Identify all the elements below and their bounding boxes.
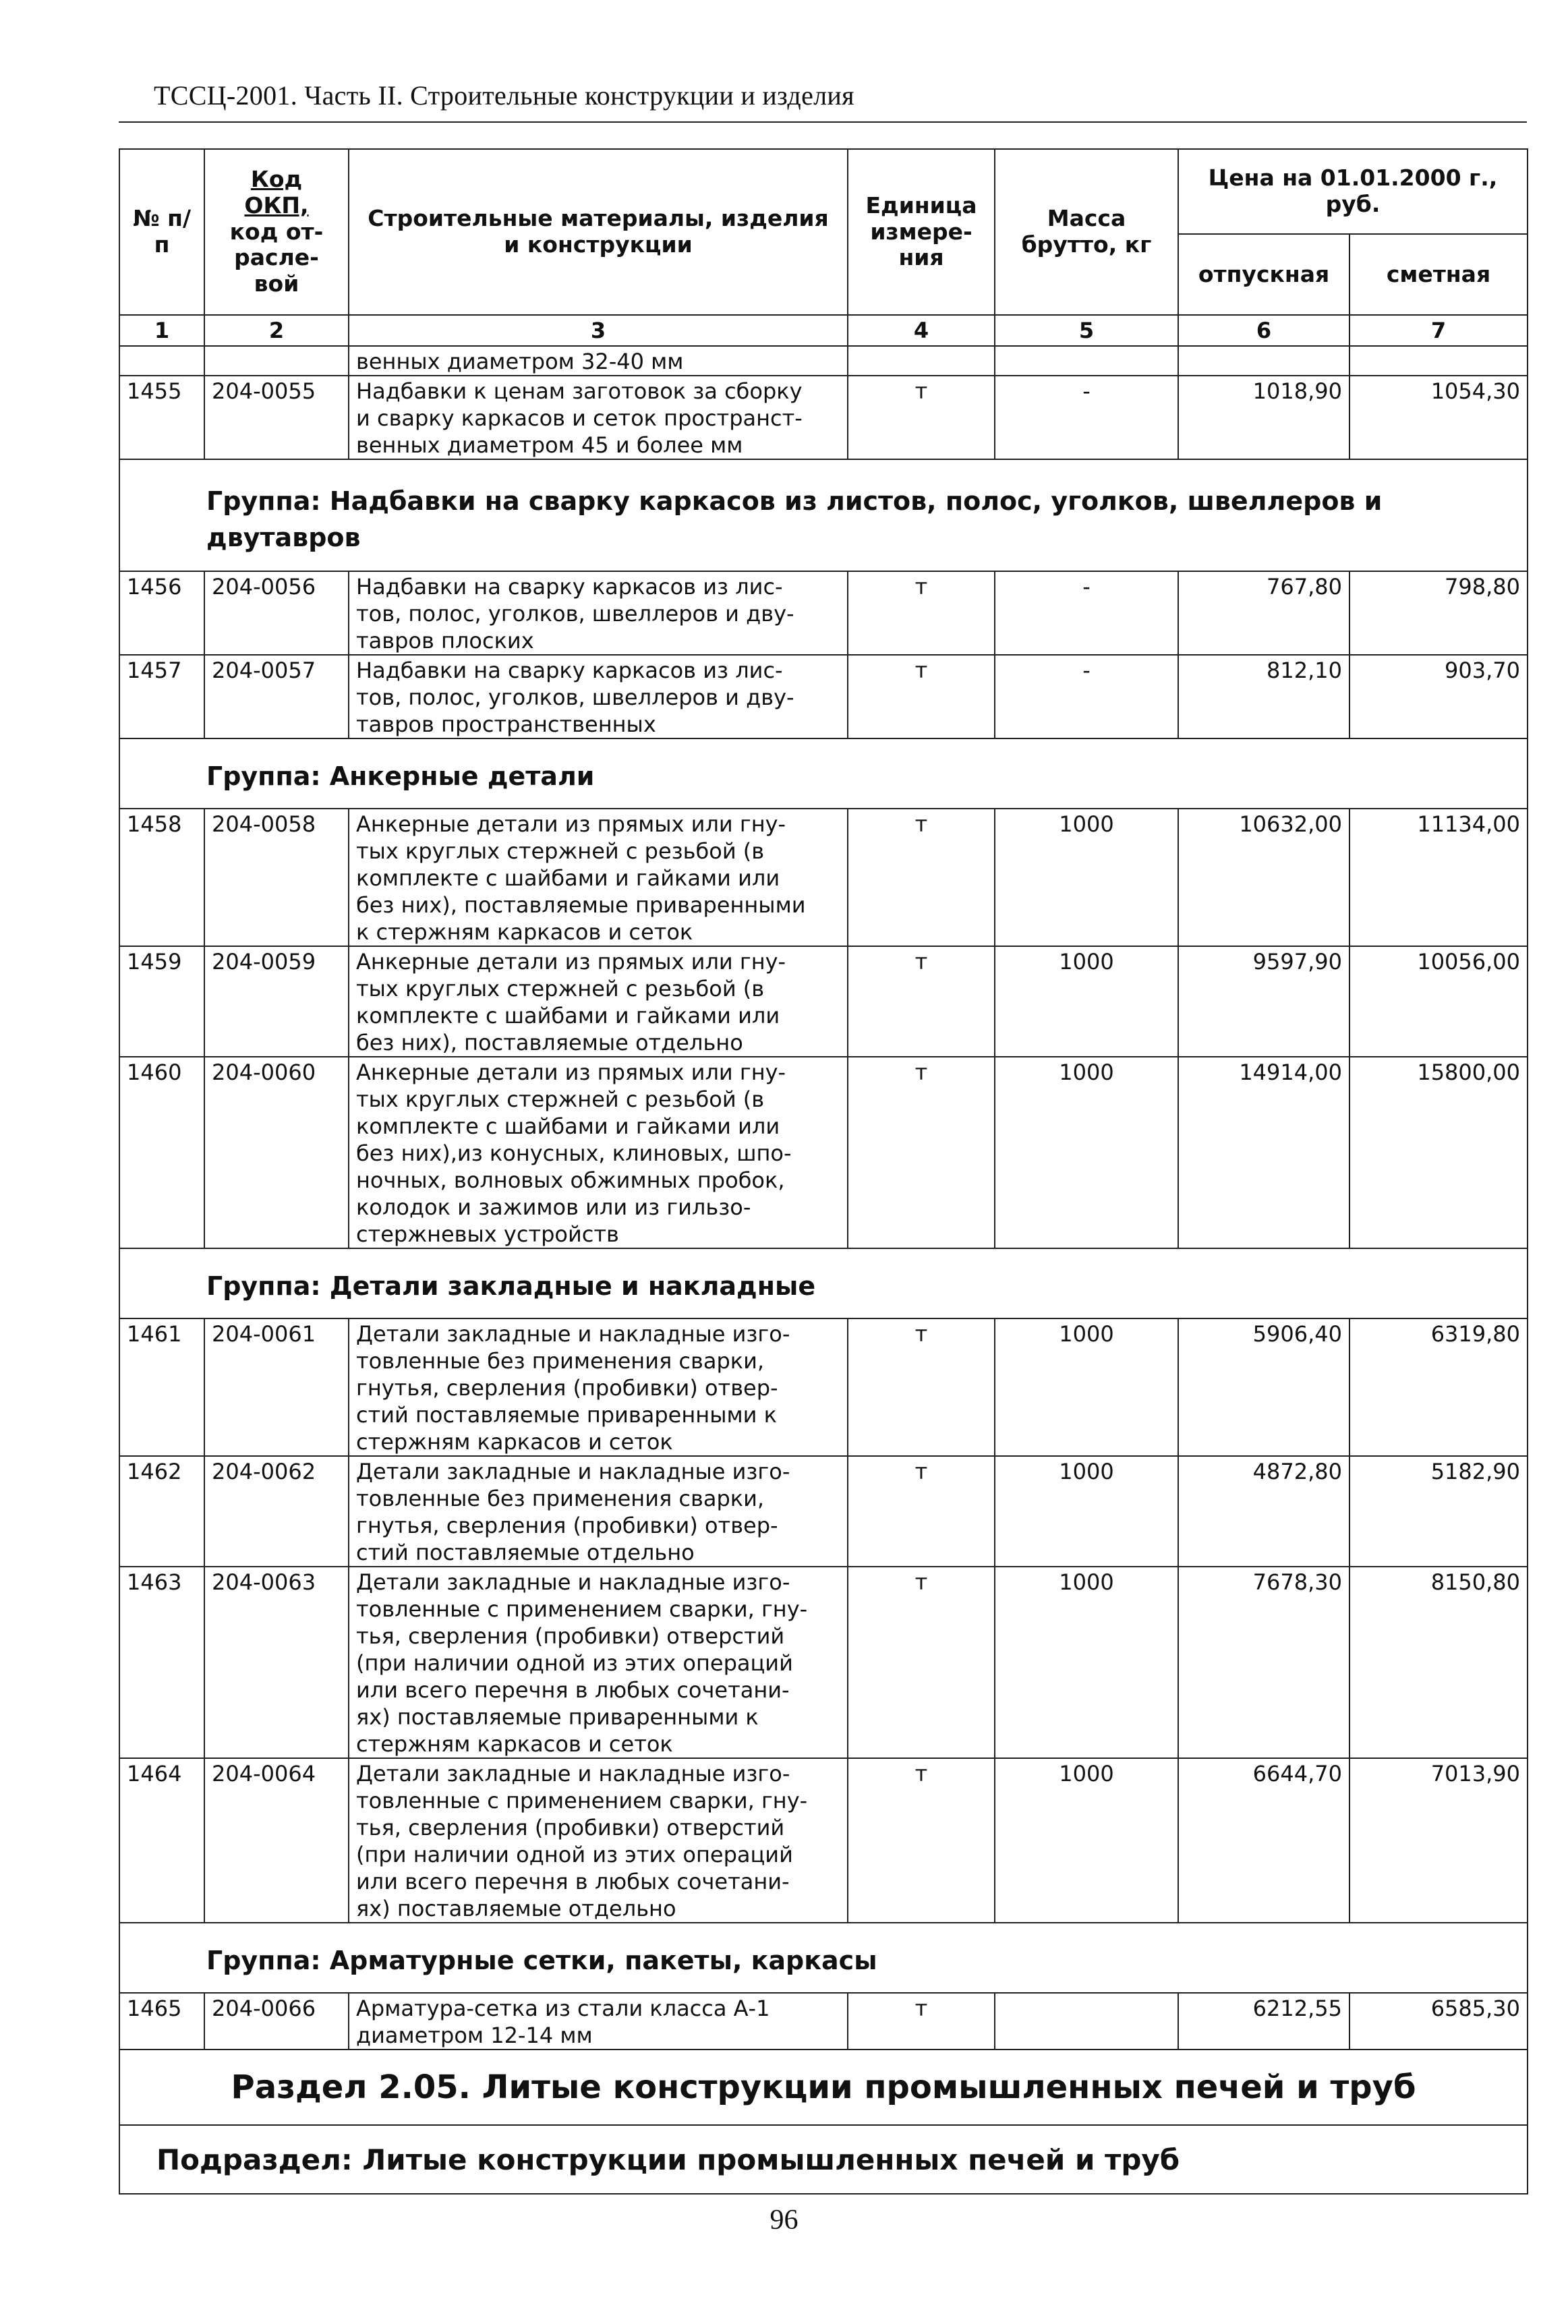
- row-mass: 1000: [995, 809, 1178, 946]
- column-number: 6: [1178, 315, 1349, 346]
- group-row: [119, 1923, 1528, 1993]
- header-code: [204, 149, 349, 315]
- row-unit: т: [848, 571, 995, 655]
- header-no: № п/п: [119, 149, 204, 315]
- row-price-release: 7678,30: [1178, 1567, 1349, 1758]
- row-price-release: 9597,90: [1178, 946, 1349, 1057]
- row-code: 204-0055: [204, 376, 349, 459]
- row-code: 204-0059: [204, 946, 349, 1057]
- table-row: [119, 571, 1528, 655]
- table-row: [119, 1567, 1528, 1758]
- header-rule: [119, 121, 1527, 123]
- row-price-release: 1018,90: [1178, 376, 1349, 459]
- row-code: 204-0066: [204, 1993, 349, 2050]
- column-number: 2: [204, 315, 349, 346]
- table-row: [119, 376, 1528, 459]
- row-price-release: 14914,00: [1178, 1057, 1349, 1248]
- row-description: Арматура-сетка из стали класса А-1 диаметром 12-14 мм: [349, 1993, 848, 2050]
- subsection-row: [119, 2125, 1528, 2194]
- page-number: 96: [770, 2205, 798, 2236]
- row-description: Анкерные детали из прямых или гну- тых круглых стержней с резьбой (в комплекте с шайбами и гайками или без них), поставляемые приваренными к стержням каркасов и сеток: [349, 809, 848, 946]
- table-row: [119, 655, 1528, 738]
- group-title: Группа: Надбавки на сварку каркасов из листов, полос, уголков, швеллеров и двутавров: [119, 459, 1528, 571]
- row-mass: -: [995, 376, 1178, 459]
- table-row: [119, 809, 1528, 946]
- row-price-estimate: 6585,30: [1349, 1993, 1528, 2050]
- row-price-estimate: 5182,90: [1349, 1456, 1528, 1567]
- row-unit: т: [848, 655, 995, 738]
- table-row: [119, 1057, 1528, 1248]
- row-unit: т: [848, 946, 995, 1057]
- row-code: 204-0057: [204, 655, 349, 738]
- row-number: 1459: [119, 946, 204, 1057]
- row-number: 1456: [119, 571, 204, 655]
- row-price-release: 6212,55: [1178, 1993, 1349, 2050]
- row-code: 204-0064: [204, 1758, 349, 1923]
- subsection-title: Подраздел: Литые конструкции промышленных печей и труб: [119, 2125, 1528, 2194]
- row-code: 204-0062: [204, 1456, 349, 1567]
- header-name: Строительные материалы, изделия и конструкции: [349, 149, 848, 315]
- header-price-estimate: сметная: [1349, 234, 1528, 315]
- group-title: Группа: Детали закладные и накладные: [119, 1248, 1528, 1318]
- row-description: Надбавки к ценам заготовок за сборку и сварку каркасов и сеток пространст- венных диаметром 45 и более мм: [349, 376, 848, 459]
- row-price-release: 812,10: [1178, 655, 1349, 738]
- row-price-estimate: 15800,00: [1349, 1057, 1528, 1248]
- row-number: 1464: [119, 1758, 204, 1923]
- row-price-estimate: 8150,80: [1349, 1567, 1528, 1758]
- row-price-release: 10632,00: [1178, 809, 1349, 946]
- row-description: Надбавки на сварку каркасов из лис- тов, полос, уголков, швеллеров и дву- тавров пространственных: [349, 655, 848, 738]
- header-code-line1: Код: [250, 165, 303, 192]
- row-description: Анкерные детали из прямых или гну- тых круглых стержней с резьбой (в комплекте с шайбами и гайками или без них), поставляемые отдельно: [349, 946, 848, 1057]
- table-row: [119, 1318, 1528, 1456]
- column-number: 7: [1349, 315, 1528, 346]
- row-unit: т: [848, 1456, 995, 1567]
- row-description: Детали закладные и накладные изго- товленные без применения сварки, гнутья, сверления (пробивки) отвер- стий поставляемые приваренными к стержням каркасов и сеток: [349, 1318, 848, 1456]
- table-row-continuation: [119, 346, 1528, 376]
- row-mass: 1000: [995, 1456, 1178, 1567]
- row-mass: -: [995, 655, 1178, 738]
- section-title: Раздел 2.05. Литые конструкции промышленных печей и труб: [119, 2050, 1528, 2125]
- row-unit: т: [848, 1318, 995, 1456]
- section-row: [119, 2050, 1528, 2125]
- row-code: 204-0063: [204, 1567, 349, 1758]
- row-unit: т: [848, 1567, 995, 1758]
- row-price-release: 5906,40: [1178, 1318, 1349, 1456]
- group-title: Группа: Арматурные сетки, пакеты, каркасы: [119, 1923, 1528, 1993]
- row-code: 204-0061: [204, 1318, 349, 1456]
- column-numbers-row: [119, 315, 1528, 346]
- header-mass: Масса брутто, кг: [995, 149, 1178, 315]
- price-table: [119, 148, 1528, 2195]
- row-unit: т: [848, 1758, 995, 1923]
- row-price-estimate: 6319,80: [1349, 1318, 1528, 1456]
- row-mass: -: [995, 571, 1178, 655]
- row-price-release: 6644,70: [1178, 1758, 1349, 1923]
- row-number: 1460: [119, 1057, 204, 1248]
- row-price-estimate: 1054,30: [1349, 376, 1528, 459]
- row-mass: 1000: [995, 1758, 1178, 1923]
- row-number: 1461: [119, 1318, 204, 1456]
- row-number: 1458: [119, 809, 204, 946]
- row-unit: т: [848, 1057, 995, 1248]
- row-mass: 1000: [995, 1057, 1178, 1248]
- row-number: 1462: [119, 1456, 204, 1567]
- group-title: Группа: Анкерные детали: [119, 738, 1528, 809]
- row-description: Детали закладные и накладные изго- товленные с применением сварки, гну- тья, сверления (пробивки) отверстий (при наличии одной из этих операций или всего перечня в любых сочетани- ях) поставляемые отдельно: [349, 1758, 848, 1923]
- column-number: 3: [349, 315, 848, 346]
- row-mass: 1000: [995, 946, 1178, 1057]
- row-mass: 1000: [995, 1567, 1178, 1758]
- continuation-text: венных диаметром 32-40 мм: [349, 346, 848, 376]
- page-header: ТССЦ-2001. Часть II. Строительные конструкции и изделия: [154, 80, 854, 111]
- row-code: 204-0060: [204, 1057, 349, 1248]
- table-row: [119, 1993, 1528, 2050]
- row-unit: т: [848, 809, 995, 946]
- row-number: 1455: [119, 376, 204, 459]
- row-code: 204-0056: [204, 571, 349, 655]
- row-price-estimate: 11134,00: [1349, 809, 1528, 946]
- row-description: Детали закладные и накладные изго- товленные без применения сварки, гнутья, сверления (пробивки) отвер- стий поставляемые отдельно: [349, 1456, 848, 1567]
- header-code-line2: ОКП,: [244, 192, 309, 219]
- row-price-estimate: 798,80: [1349, 571, 1528, 655]
- table-row: [119, 946, 1528, 1057]
- row-unit: т: [848, 376, 995, 459]
- column-number: 4: [848, 315, 995, 346]
- header-price-release: отпускная: [1178, 234, 1349, 315]
- group-row: [119, 1248, 1528, 1318]
- row-mass: [995, 1993, 1178, 2050]
- header-unit: Единица измере-ния: [848, 149, 995, 315]
- row-number: 1465: [119, 1993, 204, 2050]
- row-description: Надбавки на сварку каркасов из лис- тов, полос, уголков, швеллеров и дву- тавров плоских: [349, 571, 848, 655]
- row-price-estimate: 903,70: [1349, 655, 1528, 738]
- row-price-estimate: 7013,90: [1349, 1758, 1528, 1923]
- row-number: 1463: [119, 1567, 204, 1758]
- row-number: 1457: [119, 655, 204, 738]
- row-description: Анкерные детали из прямых или гну- тых круглых стержней с резьбой (в комплекте с шайбами и гайками или без них),из конусных, клиновых, шпо- ночных, волновых обжимных пробок, колодок и зажимов или из гильзо- стержневых устройств: [349, 1057, 848, 1248]
- row-mass: 1000: [995, 1318, 1178, 1456]
- header-code-rest: код от-расле-вой: [229, 218, 324, 297]
- header-price-group: Цена на 01.01.2000 г., руб.: [1178, 149, 1528, 234]
- group-row: [119, 459, 1528, 571]
- table-row: [119, 1456, 1528, 1567]
- row-unit: т: [848, 1993, 995, 2050]
- row-price-release: 4872,80: [1178, 1456, 1349, 1567]
- row-price-estimate: 10056,00: [1349, 946, 1528, 1057]
- row-price-release: 767,80: [1178, 571, 1349, 655]
- column-number: 1: [119, 315, 204, 346]
- table-row: [119, 1758, 1528, 1923]
- row-code: 204-0058: [204, 809, 349, 946]
- row-description: Детали закладные и накладные изго- товленные с применением сварки, гну- тья, сверления (пробивки) отверстий (при наличии одной из этих операций или всего перечня в любых сочетани- ях) поставляемые приваренными к стержням каркасов и сеток: [349, 1567, 848, 1758]
- column-number: 5: [995, 315, 1178, 346]
- group-row: [119, 738, 1528, 809]
